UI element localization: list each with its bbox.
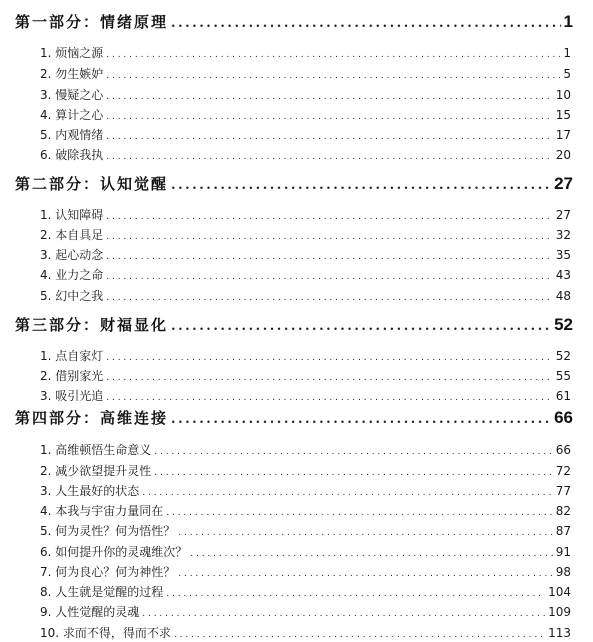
entry-page-number: 98 (555, 565, 571, 579)
entry-title: 6. 破除我执 (40, 148, 104, 162)
toc-entry[interactable] (40, 206, 571, 223)
entry-title: 6. 如何提升你的灵魂维次？ (40, 545, 188, 559)
toc-entry[interactable] (40, 563, 571, 580)
toc-entry[interactable] (40, 65, 571, 82)
entry-page-number: 66 (555, 443, 571, 457)
entry-title: 2. 勿生嫉妒 (40, 67, 104, 81)
dot-leader (106, 132, 552, 142)
entry-page-number: 32 (555, 228, 571, 242)
entry-page-number: 52 (555, 349, 571, 363)
entry-title: 1. 认知障碍 (40, 208, 104, 222)
entry-page-number: 55 (555, 369, 571, 383)
toc-part-heading[interactable] (15, 11, 573, 32)
part-page-number: 1 (563, 12, 573, 31)
dot-leader (106, 50, 560, 60)
entry-page-number: 5 (563, 67, 571, 81)
dot-leader (106, 353, 552, 363)
entry-page-number: 91 (555, 545, 571, 559)
entry-title: 1. 点自家灯 (40, 349, 104, 363)
entry-page-number: 104 (548, 585, 571, 599)
toc-entry[interactable] (40, 226, 571, 243)
entry-title: 3. 起心动念 (40, 248, 104, 262)
part-title: 第三部分：财福显化 (15, 316, 169, 334)
part-title: 第一部分：情绪原理 (15, 13, 169, 31)
dot-leader (106, 293, 552, 303)
dot-leader (171, 319, 551, 334)
entry-page-number: 35 (555, 248, 571, 262)
entry-page-number: 109 (548, 605, 571, 619)
toc-entry[interactable] (40, 86, 571, 103)
entry-page-number: 15 (555, 108, 571, 122)
toc-entry[interactable] (40, 543, 571, 560)
entry-title: 10. 求而不得，得而不求 (40, 626, 171, 640)
toc-entry[interactable] (40, 522, 571, 539)
toc-entry[interactable] (40, 126, 571, 143)
dot-leader (142, 488, 552, 498)
dot-leader (190, 549, 552, 559)
dot-leader (171, 412, 551, 427)
dot-leader (166, 589, 545, 599)
entry-page-number: 82 (555, 504, 571, 518)
entry-title: 8. 人生就是觉醒的过程 (40, 585, 164, 599)
dot-leader (174, 630, 545, 640)
entry-title: 2. 减少欲望提升灵性 (40, 464, 152, 478)
entry-title: 5. 何为灵性？何为悟性？ (40, 524, 176, 538)
toc-entry[interactable] (40, 146, 571, 163)
dot-leader (178, 569, 552, 579)
toc-entry[interactable] (40, 462, 571, 479)
toc-entry[interactable] (40, 106, 571, 123)
dot-leader (106, 92, 552, 102)
entry-page-number: 17 (555, 128, 571, 142)
dot-leader (106, 212, 552, 222)
part-title: 第二部分：认知觉醒 (15, 175, 169, 193)
dot-leader (178, 528, 552, 538)
entry-title: 2. 借别家光 (40, 369, 104, 383)
entry-page-number: 27 (555, 208, 571, 222)
toc-entry[interactable] (40, 387, 571, 404)
part-page-number: 52 (554, 315, 573, 334)
toc-entry[interactable] (40, 246, 571, 263)
toc-entry[interactable] (40, 287, 571, 304)
toc-entry[interactable] (40, 44, 571, 61)
dot-leader (106, 393, 552, 403)
toc-entry[interactable] (40, 441, 571, 458)
entry-page-number: 61 (555, 389, 571, 403)
entry-title: 3. 慢疑之心 (40, 88, 104, 102)
entry-page-number: 10 (555, 88, 571, 102)
toc-entry[interactable] (40, 624, 571, 641)
dot-leader (166, 508, 552, 518)
dot-leader (106, 152, 552, 162)
entry-title: 5. 内观情绪 (40, 128, 104, 142)
dot-leader (106, 373, 552, 383)
entry-title: 4. 算计之心 (40, 108, 104, 122)
entry-title: 5. 幻中之我 (40, 289, 104, 303)
toc-entry[interactable] (40, 482, 571, 499)
part-page-number: 27 (554, 174, 573, 193)
entry-title: 3. 人生最好的状态 (40, 484, 140, 498)
entry-page-number: 48 (555, 289, 571, 303)
toc-part-heading[interactable] (15, 407, 573, 428)
entry-title: 7. 何为良心？何为神性？ (40, 565, 176, 579)
entry-title: 2. 本自具足 (40, 228, 104, 242)
dot-leader (106, 71, 560, 81)
entry-page-number: 20 (555, 148, 571, 162)
dot-leader (154, 468, 552, 478)
toc-entry[interactable] (40, 367, 571, 384)
entry-page-number: 113 (548, 626, 571, 640)
part-title: 第四部分：高维连接 (15, 409, 169, 427)
entry-page-number: 77 (555, 484, 571, 498)
toc-entry[interactable] (40, 347, 571, 364)
toc-entry[interactable] (40, 502, 571, 519)
dot-leader (106, 272, 552, 282)
entry-title: 4. 业力之命 (40, 268, 104, 282)
entry-page-number: 1 (563, 46, 571, 60)
toc-entry[interactable] (40, 603, 571, 620)
dot-leader (106, 112, 552, 122)
toc-part-heading[interactable] (15, 314, 573, 335)
entry-title: 3. 吸引光追 (40, 389, 104, 403)
dot-leader (106, 252, 552, 262)
dot-leader (171, 16, 561, 31)
dot-leader (154, 447, 552, 457)
entry-title: 1. 烦恼之源 (40, 46, 104, 60)
entry-page-number: 72 (555, 464, 571, 478)
entry-title: 9. 人性觉醒的灵魂 (40, 605, 140, 619)
toc-part-heading[interactable] (15, 173, 573, 194)
entry-title: 4. 本我与宇宙力量同在 (40, 504, 164, 518)
entry-page-number: 43 (555, 268, 571, 282)
entry-title: 1. 高维顿悟生命意义 (40, 443, 152, 457)
part-page-number: 66 (554, 408, 573, 427)
dot-leader (106, 232, 552, 242)
dot-leader (171, 178, 551, 193)
toc-entry[interactable] (40, 583, 571, 600)
entry-page-number: 87 (555, 524, 571, 538)
toc-entry[interactable] (40, 266, 571, 283)
dot-leader (142, 609, 545, 619)
